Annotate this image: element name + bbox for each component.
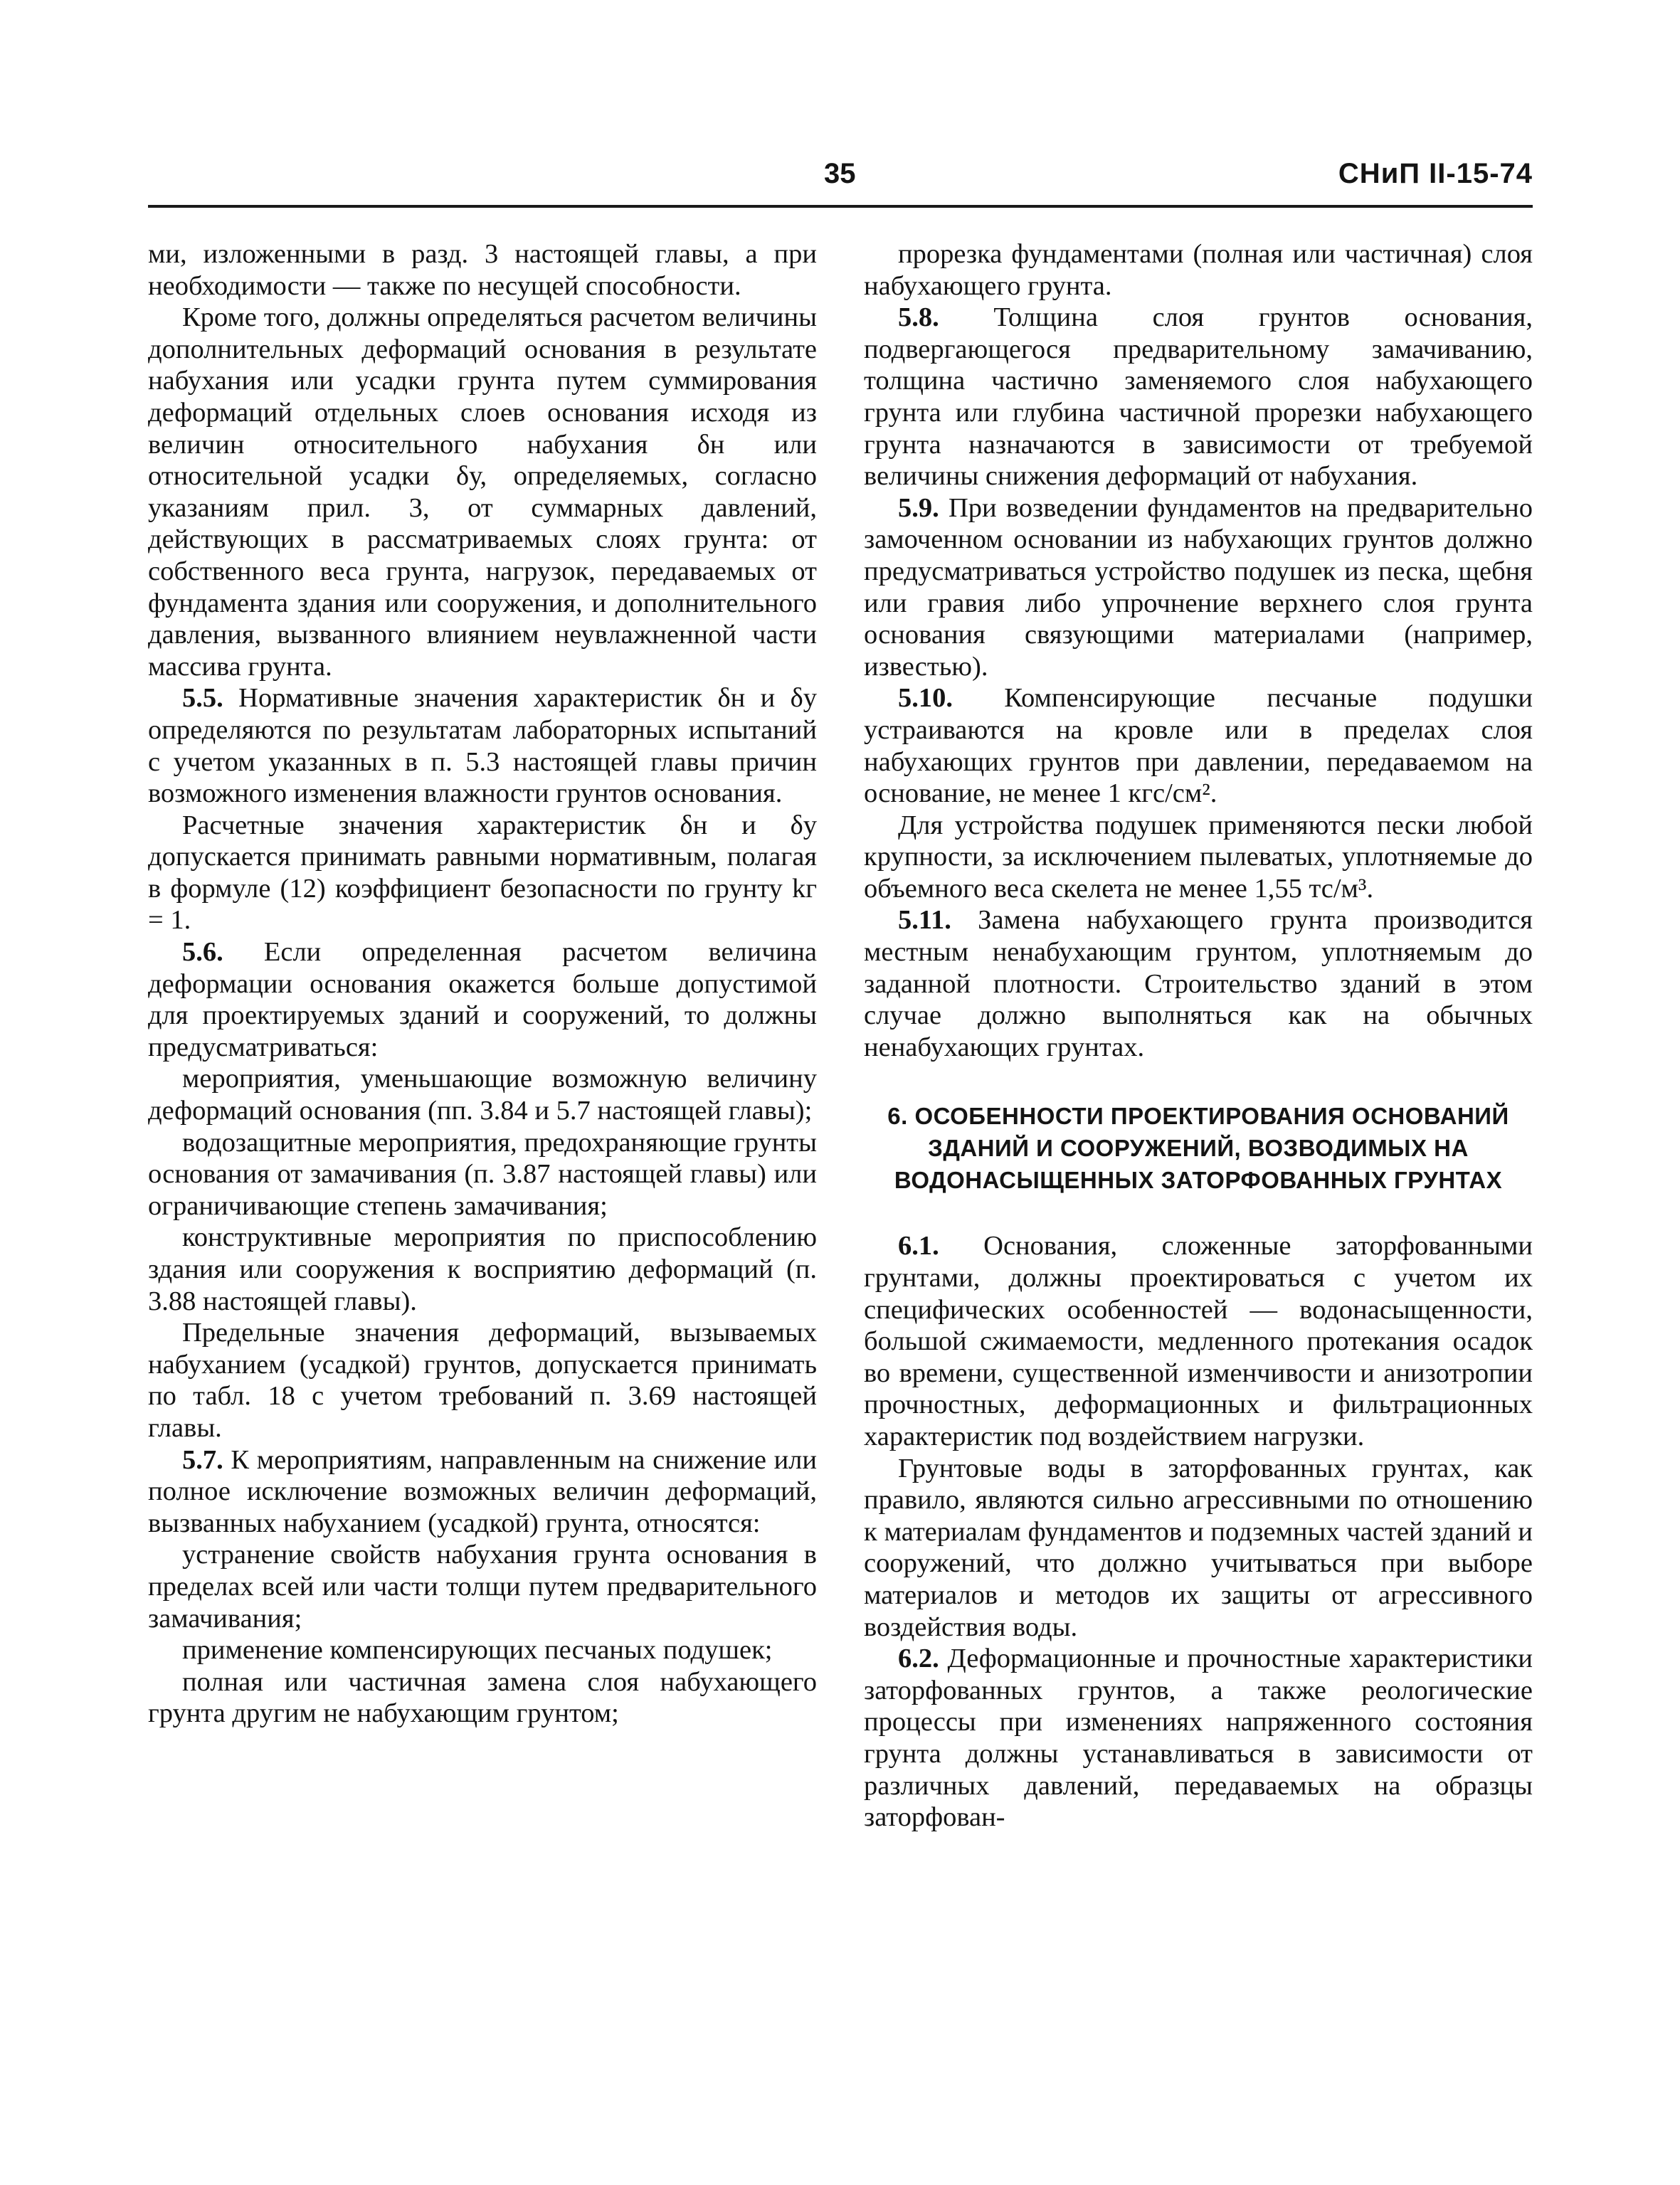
paragraph: Для устройства подушек применяются пески любой крупности, за исключением пылеватых, уплотняемые до объемного веса скелета не менее 1,55 тс/м³. (864, 810, 1533, 904)
clause-5-10 (864, 682, 1533, 809)
clause-6-1 (864, 1230, 1533, 1452)
clause-number: 5.7. (182, 1444, 223, 1475)
clause-text: При возведении фундаментов на предварительно замоченном основании из набухающих грунтов должно предусматриваться устройство подушек из песка, щебня или гравия либо упрочнение верхнего слоя грунта основания связующими материалами (например, известью). (864, 492, 1533, 682)
paragraph: Кроме того, должны определяться расчетом величины дополнительных деформаций основания в результате набухания или усадки грунта путем суммирования деформаций отдельных слоев основания исходя из величин относительного набухания δн или относительной усадки δу, определяемых, согласно указаниям прил. 3, от суммарных давлений, действующих в рассматриваемых слоях грунта: от собственного веса грунта, нагрузок, передаваемых от фундамента здания или сооружения, и дополнительного давления, вызванного влиянием неувлажненной части массива грунта. (148, 302, 817, 682)
clause-5-5 (148, 682, 817, 809)
paragraph: Предельные значения деформаций, вызываемых набуханием (усадкой) грунтов, допускается принимать по табл. 18 с учетом требований п. 3.69 настоящей главы. (148, 1318, 817, 1443)
page-number: 35 (824, 158, 856, 189)
clause-text: Деформационные и прочностные характеристики заторфованных грунтов, а также реологические процессы при изменениях напряженного состояния грунта должны устанавливаться в зависимости от различных давлений, передаваемых на образцы заторфован- (864, 1644, 1533, 1833)
clause-number: 5.9. (898, 492, 939, 523)
clause-5-7 (148, 1444, 817, 1540)
paragraph: прорезка фундаментами (полная или частичная) слоя набухающего грунта. (864, 239, 1533, 301)
document-code: СНиП II-15-74 (1338, 158, 1533, 189)
page-header (148, 158, 1533, 201)
clause-number: 5.5. (182, 683, 223, 714)
list-item: полная или частичная замена слоя набухающего грунта другим не набухающим грунтом; (148, 1666, 817, 1729)
clause-text: Основания, сложенные заторфованными грунтами, должны проектироваться с учетом их специфических особенностей — водонасыщенности, большой сжимаемости, медленного протекания осадок во времени, существенной изменчивости и анизотропии прочностных, деформационных и фильтрационных характеристик под воздействием нагрузки. (864, 1231, 1533, 1451)
clause-text: Компенсирующие песчаные подушки устраиваются на кровле или в пределах слоя набухающих грунтов при давлении, передаваемом на основание, не менее 1 кгс/см². (864, 683, 1533, 809)
clause-text: Толщина слоя грунтов основания, подвергающегося предварительному замачиванию, толщина частично заменяемого слоя набухающего грунта или глубина частичной прорезки набухающего грунта назначаются в зависимости от требуемой величины снижения деформаций от набухания. (864, 302, 1533, 492)
clause-text: Если определенная расчетом величина деформации основания окажется больше допустимой для проектируемых зданий и сооружений, то должны предусматриваться: (148, 937, 818, 1062)
header-rule (148, 205, 1533, 208)
paragraph: ми, изложенными в разд. 3 настоящей главы, а при необходимости — также по несущей способности. (148, 239, 817, 301)
clause-5-9 (864, 492, 1533, 683)
left-column (148, 238, 817, 1730)
clause-number: 5.11. (898, 905, 951, 936)
clause-number: 6.1. (898, 1231, 939, 1261)
paragraph: Грунтовые воды в заторфованных грунтах, как правило, являются сильно агрессивными по отношению к материалам фундаментов и подземных частей зданий и сооружений, что должно учитываться при выборе материалов и методов их защиты от агрессивного воздействия воды. (864, 1453, 1533, 1642)
list-item: устранение свойств набухания грунта основания в пределах всей или части толщи путем предварительного замачивания; (148, 1540, 817, 1634)
clause-5-6 (148, 936, 817, 1063)
clause-text: К мероприятиям, направленным на снижение или полное исключение возможных величин деформаций, вызванных набуханием (усадкой) грунта, относятся: (148, 1444, 817, 1538)
right-column (864, 238, 1533, 1834)
list-item: конструктивные мероприятия по приспособлению здания или сооружения к восприятию деформаций (п. 3.88 настоящей главы). (148, 1222, 817, 1316)
paragraph: Расчетные значения характеристик δн и δу допускается принимать равными нормативным, полагая в формуле (12) коэффициент безопасности по грунту kг = 1. (148, 810, 817, 936)
clause-text: Нормативные значения характеристик δн и δу определяются по результатам лабораторных испытаний с учетом указанных в п. 5.3 настоящей главы причин возможного изменения влажности грунтов основания. (148, 683, 817, 809)
clause-5-8 (864, 302, 1533, 492)
clause-text: Замена набухающего грунта производится местным ненабухающим грунтом, уплотняемым до заданной плотности. Строительство зданий в этом случае должно выполняться как на обычных ненабухающих грунтах. (864, 905, 1533, 1062)
list-item: применение компенсирующих песчаных подушек; (182, 1635, 773, 1666)
clause-number: 5.8. (898, 302, 939, 333)
clause-number: 5.6. (182, 937, 223, 968)
clause-number: 5.10. (898, 683, 953, 714)
list-item: водозащитные мероприятия, предохраняющие грунты основания от замачивания (п. 3.87 настоящей главы) или ограничивающие степень замачивания; (148, 1127, 817, 1221)
clause-6-2 (864, 1643, 1533, 1834)
list-item: мероприятия, уменьшающие возможную величину деформаций основания (пп. 3.84 и 5.7 настоящей главы); (148, 1064, 817, 1126)
section-heading: 6. ОСОБЕННОСТИ ПРОЕКТИРОВАНИЯ ОСНОВАНИЙ ЗДАНИЙ И СООРУЖЕНИЙ, ВОЗВОДИМЫХ НА ВОДОНАСЫЩЕННЫХ ЗАТОРФОВАННЫХ ГРУНТАХ (887, 1103, 1509, 1194)
clause-5-11 (864, 904, 1533, 1063)
clause-number: 6.2. (898, 1644, 939, 1674)
